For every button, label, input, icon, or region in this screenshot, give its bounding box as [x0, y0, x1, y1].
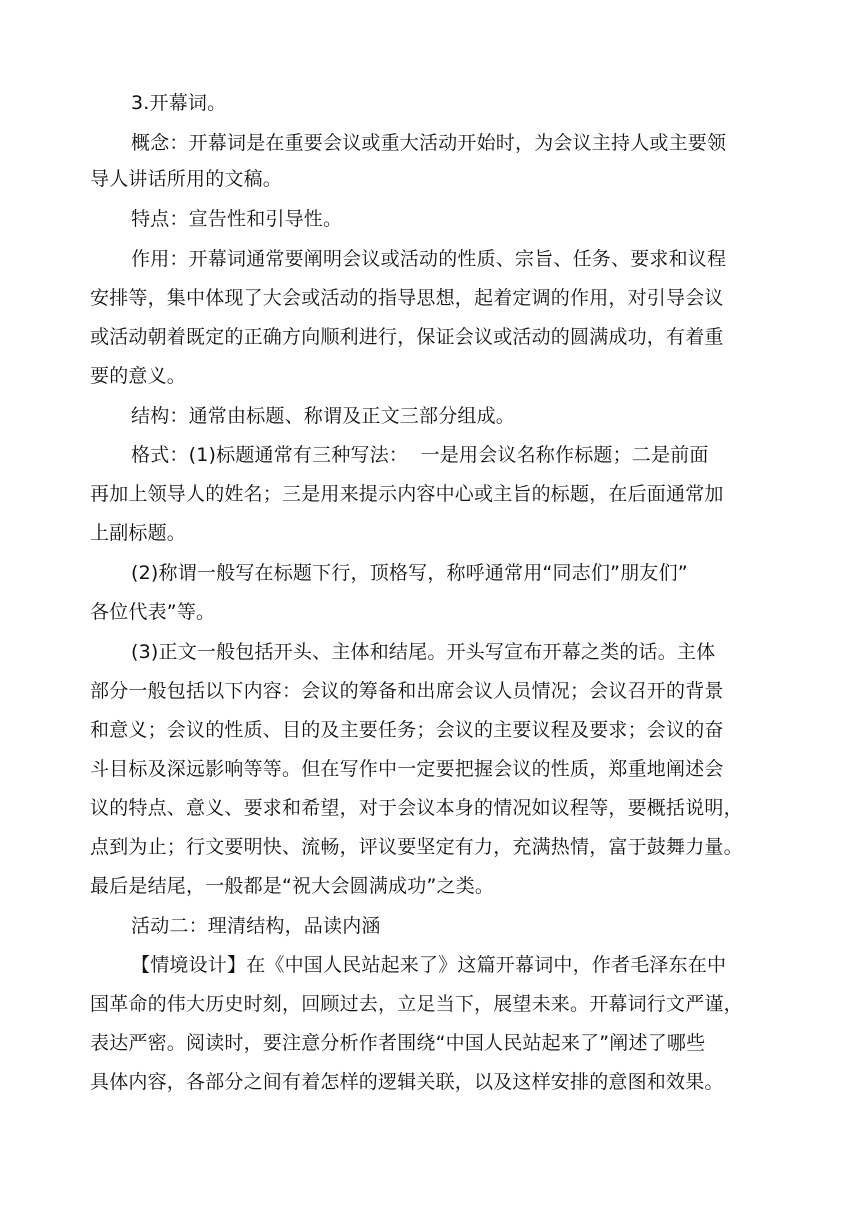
paragraph-line: 议的特点、意义、要求和希望，对于会议本身的情况如议程等，要概括说明，	[90, 797, 743, 819]
paragraph-line: 上副标题。	[90, 522, 187, 544]
paragraph-line: 【情境设计】在《中国人民站起来了》这篇开幕词中，作者毛泽东在中	[131, 954, 727, 976]
paragraph-line: 表达严密。阅读时，要注意分析作者围绕“中国人民站起来了”阐述了哪些	[90, 1032, 706, 1054]
paragraph-line: 格式：(1)标题通常有三种写法： 一是用会议名称作标题；二是前面	[131, 444, 709, 466]
paragraph-line: 部分一般包括以下内容：会议的筹备和出席会议人员情况；会议召开的背景	[90, 680, 724, 702]
paragraph-line: 安排等，集中体现了大会或活动的指导思想，起着定调的作用，对引导会议	[90, 287, 724, 309]
paragraph-line: 或活动朝着既定的正确方向顺利进行，保证会议或活动的圆满成功，有着重	[90, 326, 724, 348]
paragraph-line: 国革命的伟大历史时刻，回顾过去，立足当下，展望未来。开幕词行文严谨，	[90, 993, 743, 1015]
paragraph-line: 斗目标及深远影响等等。但在写作中一定要把握会议的性质，郑重地阐述会	[90, 758, 724, 780]
paragraph-line: 导人讲话所用的文稿。	[90, 168, 283, 190]
paragraph-line: 各位代表”等。	[90, 601, 216, 623]
paragraph-line: 最后是结尾，一般都是“祝大会圆满成功”之类。	[90, 875, 495, 897]
paragraph-line: 作用：开幕词通常要阐明会议或活动的性质、宗旨、任务、要求和议程	[131, 248, 727, 270]
activity-heading: 活动二：理清结构，品读内涵	[131, 915, 381, 937]
paragraph-line: 和意义；会议的性质、目的及主要任务；会议的主要议程及要求；会议的奋	[90, 719, 724, 741]
paragraph-line: 具体内容，各部分之间有着怎样的逻辑关联，以及这样安排的意图和效果。	[90, 1071, 724, 1093]
paragraph-line: (3)正文一般包括开头、主体和结尾。开头写宣布开幕之类的话。主体	[131, 641, 716, 663]
paragraph-line: 概念：开幕词是在重要会议或重大活动开始时，为会议主持人或主要领	[131, 132, 727, 154]
paragraph-line: 再加上领导人的姓名；三是用来提示内容中心或主旨的标题，在后面通常加	[90, 483, 724, 505]
paragraph-line: 结构：通常由标题、称谓及正文三部分组成。	[131, 405, 516, 427]
section-heading: 3.开幕词。	[131, 92, 227, 114]
paragraph-line: (2)称谓一般写在标题下行，顶格写，称呼通常用“同志们”朋友们”	[131, 562, 688, 584]
paragraph-line: 要的意义。	[90, 365, 187, 387]
paragraph-line: 特点：宣告性和引导性。	[131, 208, 343, 230]
paragraph-line: 点到为止；行文要明快、流畅，评议要坚定有力，充满热情，富于鼓舞力量。	[90, 836, 743, 858]
